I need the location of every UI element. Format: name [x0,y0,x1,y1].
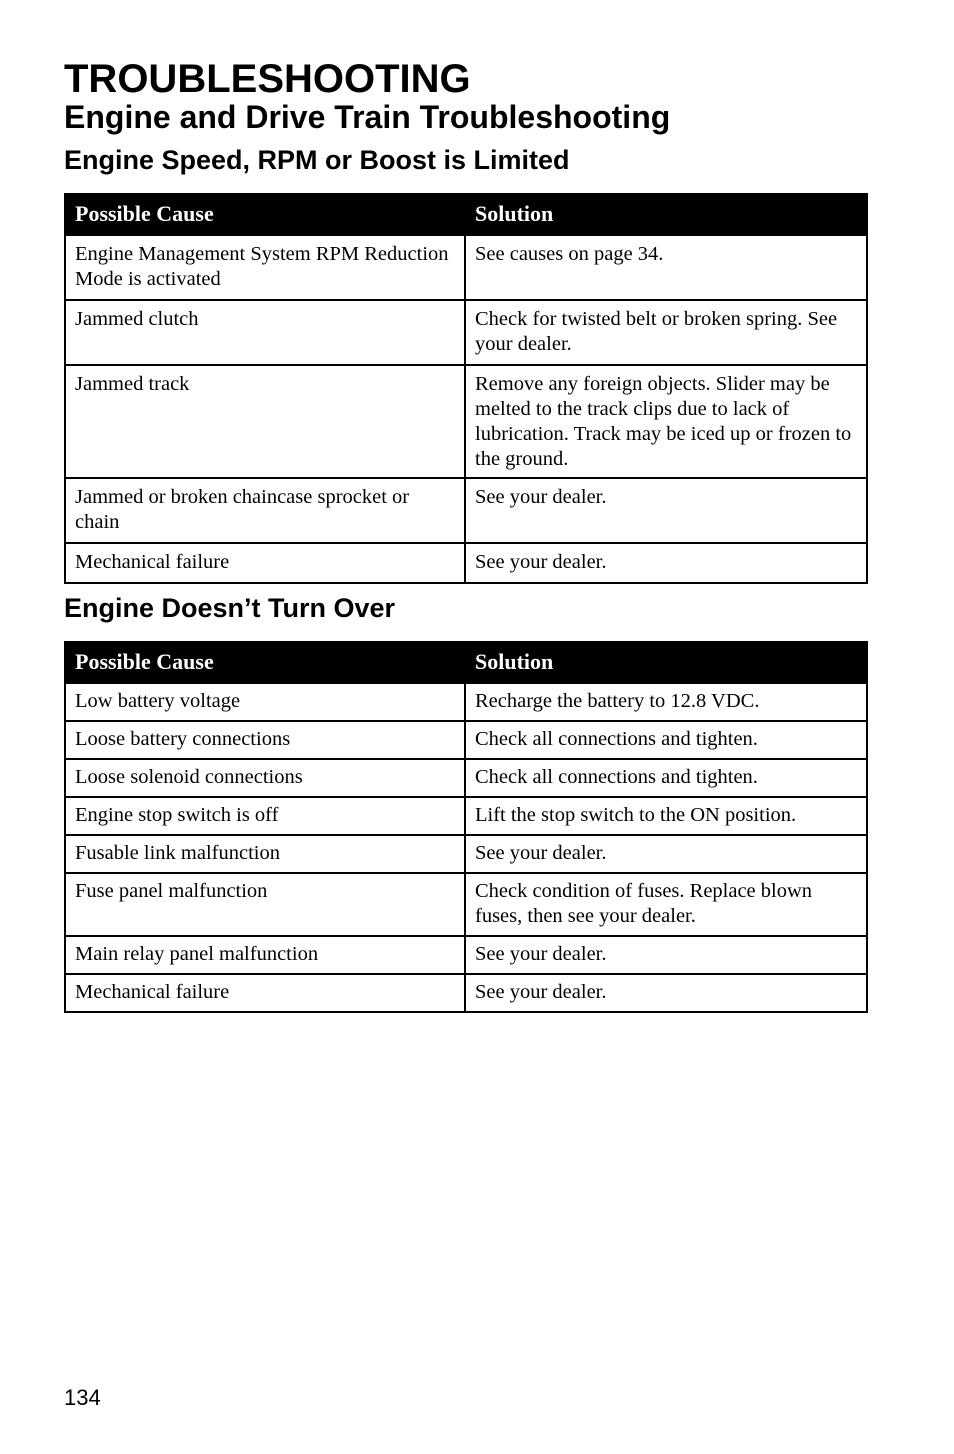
section-heading-engine-doesnt-turn-over: Engine Doesn’t Turn Over [64,593,396,623]
column-header-possible-cause: Possible Cause [65,193,465,235]
cause-cell: Mechanical failure [65,543,465,583]
solution-cell: Remove any foreign objects. Slider may be melted to the track clips due to lack of lubrication. Track may be iced up or frozen to the ground. [465,365,867,478]
solution-cell: See your dealer. [465,936,867,974]
solution-cell: See your dealer. [465,543,867,583]
cause-cell: Jammed or broken chaincase sprocket or chain [65,478,465,543]
table-row [65,721,867,759]
cause-cell: Loose battery connections [65,721,465,759]
table-row [65,797,867,835]
cause-cell: Mechanical failure [65,974,465,1012]
cause-cell: Engine stop switch is off [65,797,465,835]
solution-cell: Lift the stop switch to the ON position. [465,797,867,835]
cause-cell: Main relay panel malfunction [65,936,465,974]
engine-speed-table [64,193,868,584]
solution-cell: Recharge the battery to 12.8 VDC. [465,683,867,721]
column-header-solution: Solution [465,193,867,235]
solution-cell: See your dealer. [465,974,867,1012]
table-row [65,873,867,936]
table-row [65,543,867,583]
solution-cell: See your dealer. [465,478,867,543]
solution-cell: See causes on page 34. [465,235,867,300]
section-heading-engine-speed: Engine Speed, RPM or Boost is Limited [64,145,570,175]
table-row [65,759,867,797]
cause-cell: Fusable link malfunction [65,835,465,873]
cause-cell: Jammed track [65,365,465,478]
table-row [65,936,867,974]
table-row [65,300,867,365]
table-row [65,683,867,721]
table-row [65,365,867,478]
column-header-possible-cause: Possible Cause [65,641,465,683]
engine-doesnt-turn-over-table [64,641,868,1013]
table-row [65,835,867,873]
column-header-solution: Solution [465,641,867,683]
cause-cell: Low battery voltage [65,683,465,721]
solution-cell: See your dealer. [465,835,867,873]
table-header-row [65,641,867,683]
cause-cell: Fuse panel malfunction [65,873,465,936]
table-row [65,478,867,543]
page-number: 134 [64,1385,101,1410]
page-subtitle: Engine and Drive Train Troubleshooting [64,99,671,135]
solution-cell: Check all connections and tighten. [465,721,867,759]
table-row [65,235,867,300]
cause-cell: Jammed clutch [65,300,465,365]
cause-cell: Engine Management System RPM Reduction Mode is activated [65,235,465,300]
table-row [65,974,867,1012]
solution-cell: Check all connections and tighten. [465,759,867,797]
cause-cell: Loose solenoid connections [65,759,465,797]
solution-cell: Check for twisted belt or broken spring. See your dealer. [465,300,867,365]
page-title: TROUBLESHOOTING [64,57,471,101]
table-header-row [65,193,867,235]
solution-cell: Check condition of fuses. Replace blown fuses, then see your dealer. [465,873,867,936]
